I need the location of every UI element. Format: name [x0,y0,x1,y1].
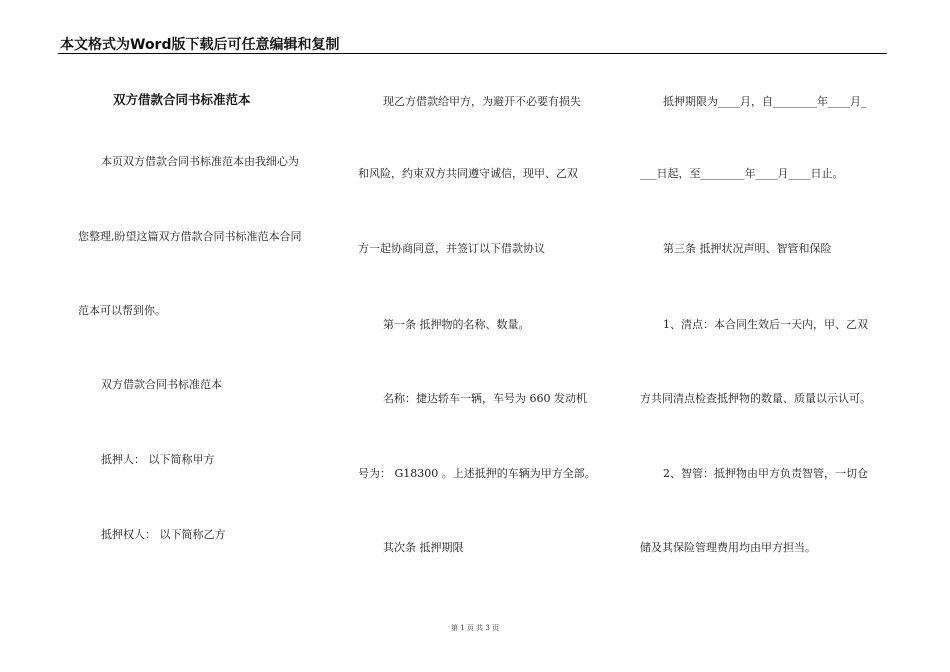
left-line: 双方借款合同书标准范本 [101,378,222,391]
middle-line: 方一起协商同意，并签订以下借款协议 [358,242,545,255]
left-line: 抵押权人： 以下简称乙方 [101,528,226,541]
left-line: 抵押人： 以下简称甲方 [101,453,215,466]
right-line: 储及其保险管理费用均由甲方担当。 [640,541,816,554]
right-line: 第三条 抵押状况声明、智管和保险 [663,242,832,255]
document-title: 双方借款合同书标准范本 [113,92,251,107]
middle-line: 名称：捷达轿车一辆，车号为 660 发动机 [383,392,587,405]
middle-line: 号为： G18300 。上述抵押的车辆为甲方全部。 [358,467,596,480]
right-line: 2、智管：抵押物由甲方负责智管，一切仓 [663,467,868,480]
right-line: 1、清点：本合同生效后一天内，甲、乙双 [663,318,868,331]
right-line: 方共同清点检查抵押物的数量、质量以示认可。 [640,392,871,405]
header-text: 本文格式为Word版下载后可任意编辑和复制 [60,37,340,53]
middle-line: 第一条 抵押物的名称、数量。 [383,318,530,331]
header-rule [58,53,887,54]
page-indicator: 第 1 页 共 3 页 [450,624,500,632]
right-line: 抵押期限为____月，自________年____月_ [663,95,867,108]
left-line: 您整理,盼望这篇双方借款合同书标准范本合同 [78,230,302,243]
middle-line: 和风险，约束双方共同遵守诚信，现甲、乙双 [358,167,578,180]
middle-line: 其次条 抵押期限 [383,541,464,554]
left-line: 范本可以帮到你。 [78,304,166,317]
middle-line: 现乙方借款给甲方，为避开不必要有损失 [383,95,581,108]
right-line: ___日起，至________年____月____日止。 [640,167,844,180]
left-line: 本页双方借款合同书标准范本由我细心为 [101,155,299,168]
